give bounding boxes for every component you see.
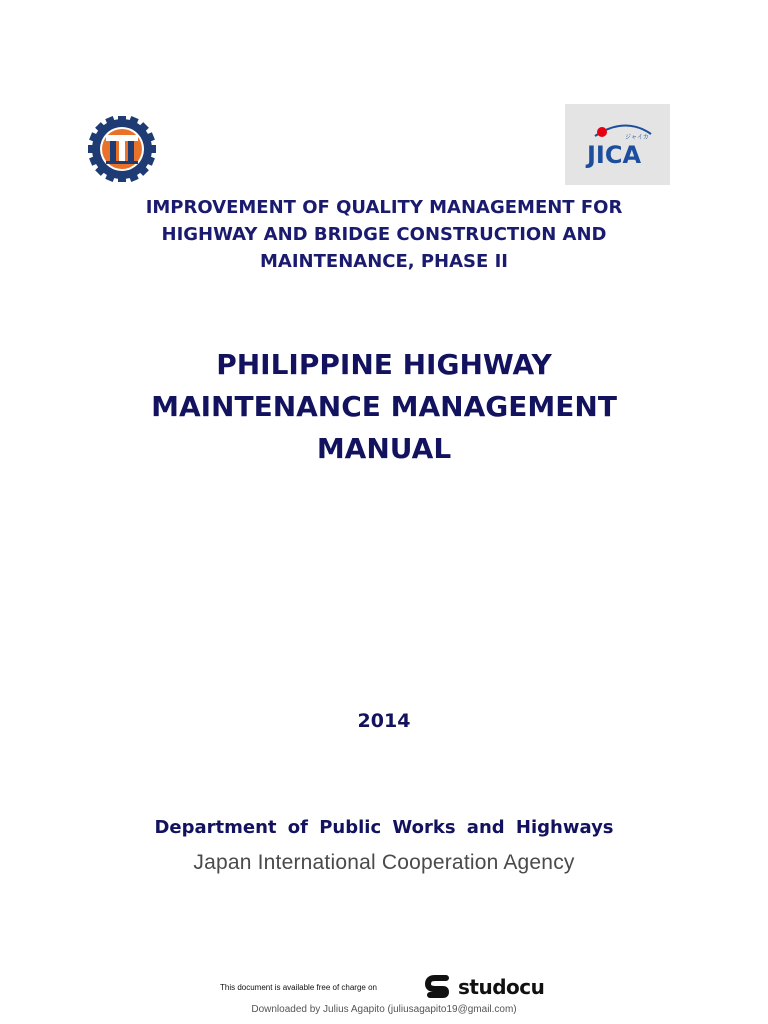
publication-year: 2014: [357, 710, 411, 732]
dpwh-name: Department of Public Works and Highways: [154, 817, 614, 838]
downloaded-by: Downloaded by Julius Agapito (juliusagapito19@gmail.com): [251, 1004, 517, 1015]
dpwh-logo: [88, 116, 156, 182]
title-line: MANUAL: [316, 432, 452, 465]
subtitle-line: IMPROVEMENT OF QUALITY MANAGEMENT FOR: [145, 197, 623, 218]
jica-logo: [565, 104, 670, 185]
subtitle-line: MAINTENANCE, PHASE II: [260, 251, 508, 272]
project-subtitle: [0, 194, 768, 275]
dpwh-gear-seal-icon: [88, 116, 156, 182]
title-line: MAINTENANCE MANAGEMENT: [151, 390, 617, 423]
studocu-brand: studocu: [458, 975, 545, 999]
manual-title: [0, 344, 768, 470]
jica-logo-icon: [565, 104, 670, 185]
free-notice: This document is available free of charge on: [220, 983, 377, 992]
jica-name: Japan International Cooperation Agency: [193, 851, 575, 874]
svg-text:ジャイカ: ジャイカ: [625, 134, 649, 141]
studocu-link[interactable]: [424, 972, 544, 1002]
studocu-logo-icon: [424, 972, 454, 1002]
title-line: PHILIPPINE HIGHWAY: [216, 348, 552, 381]
svg-text:JICA: JICA: [587, 141, 642, 169]
subtitle-line: HIGHWAY AND BRIDGE CONSTRUCTION AND: [161, 224, 607, 245]
